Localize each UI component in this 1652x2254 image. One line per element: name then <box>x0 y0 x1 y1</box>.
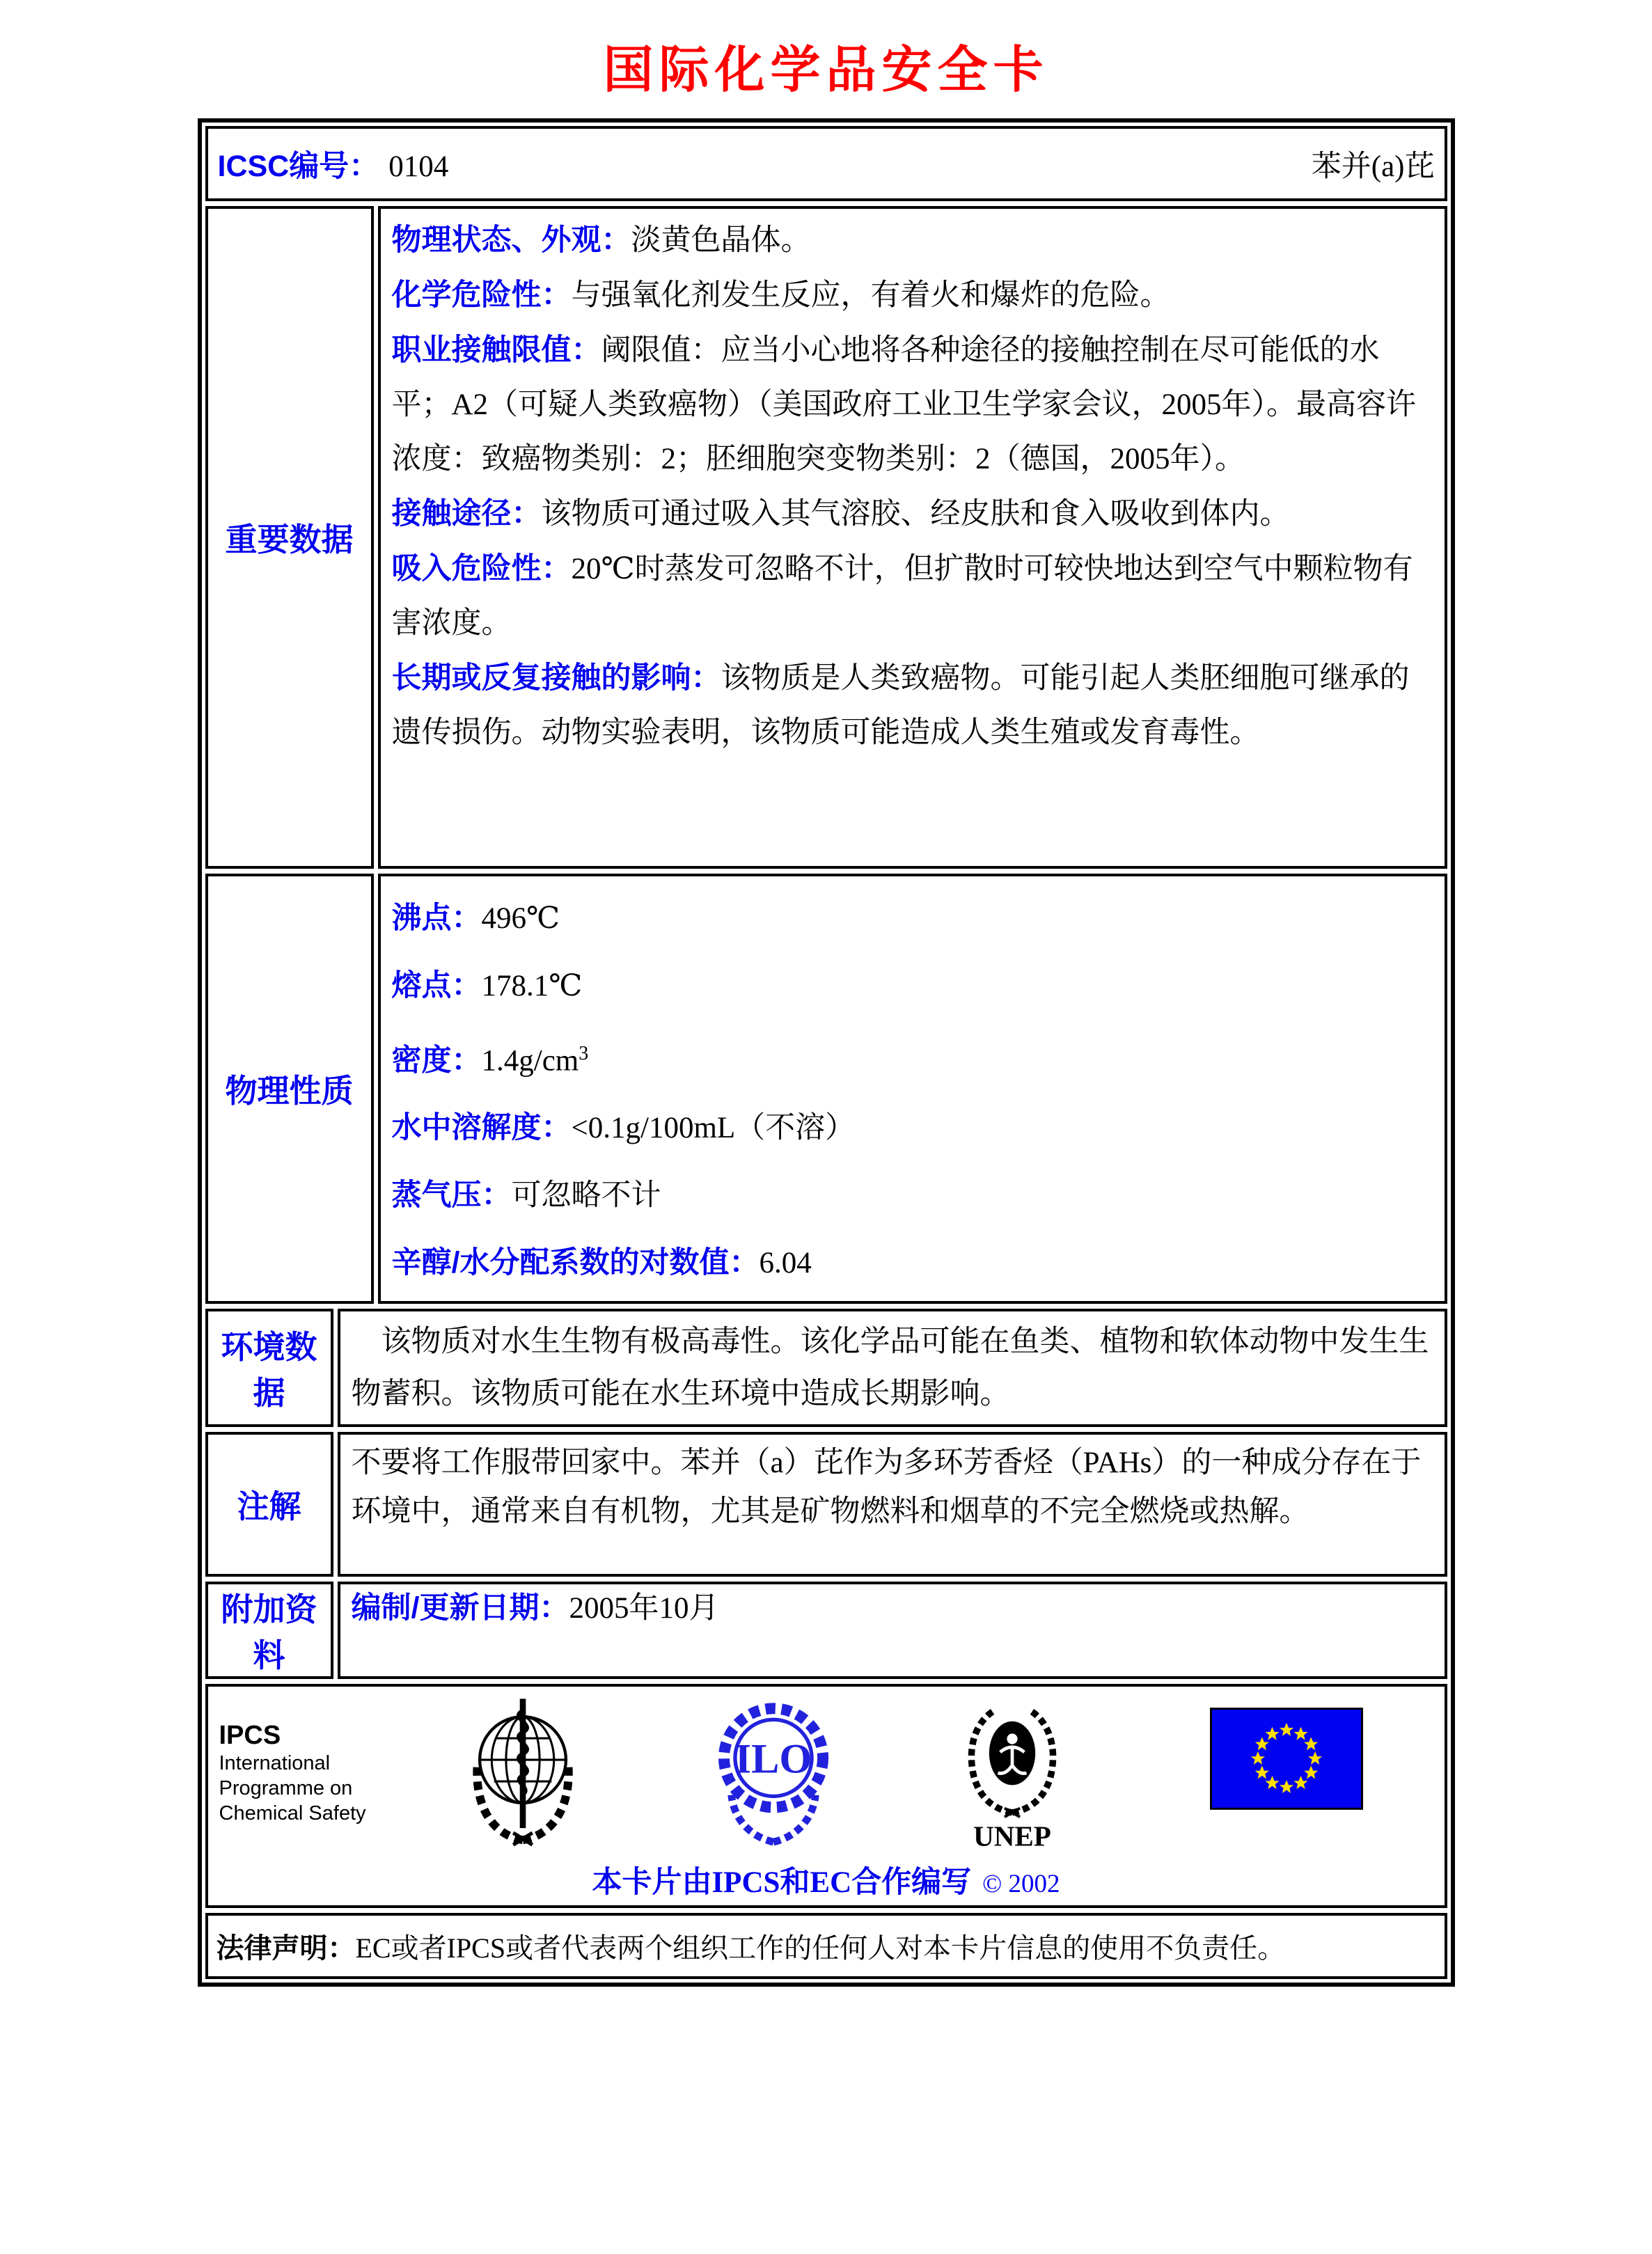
unep-logo-icon <box>957 1692 1067 1857</box>
content-line <box>392 1020 1433 1094</box>
field-label: 长期或反复接触的影响： <box>391 661 721 695</box>
content-line <box>392 213 1433 268</box>
header-row <box>205 126 1447 201</box>
unep-caption: UNEP <box>973 1820 1051 1852</box>
field-label: 沸点： <box>391 901 482 935</box>
header-cell <box>205 126 1447 201</box>
legal-label: 法律声明： <box>216 1933 356 1964</box>
section-row-physical <box>205 874 1447 1304</box>
field-label: 熔点： <box>391 969 482 1002</box>
legal-text: EC或者IPCS或者代表两个组织工作的任何人对本卡片信息的使用不负责任。 <box>355 1932 1286 1964</box>
legal-row <box>205 1913 1447 1979</box>
footer-row <box>205 1684 1447 1908</box>
field-value: 6.04 <box>759 1247 812 1280</box>
field-value: 178.1℃ <box>481 970 583 1002</box>
credit-text: 本卡片由IPCS和EC合作编写 <box>592 1866 972 1900</box>
field-label: 物理状态、外观： <box>391 223 631 257</box>
field-label: 吸入危险性： <box>391 552 572 585</box>
field-value: 不要将工作服带回家中。苯并（a）芘作为多环芳香烃（PAHs）的一种成分存在于环境中，通常来自有机物，尤其是矿物燃料和烟草的不完全燃烧或热解。 <box>351 1447 1422 1529</box>
field-value: 20℃时蒸发可忽略不计，但扩散时可较快地达到空气中颗粒物有害浓度。 <box>391 553 1413 640</box>
field-value: 与强氧化剂发生反应，有着火和爆炸的危险。 <box>571 279 1170 312</box>
superscript: 3 <box>579 1043 589 1064</box>
section-label-important: 重要数据 <box>205 206 374 869</box>
svg-text:ILO: ILO <box>734 1735 812 1783</box>
field-value: 阈限值：应当小心地将各种途径的接触控制在尽可能低的水平；A2（可疑人类致癌物）（美国政府工业卫生学家会议，2005年）。最高容许浓度：致癌物类别：2；胚细胞突变物类别：2（德国，2005年）。 <box>391 334 1417 475</box>
legal-cell <box>205 1913 1447 1979</box>
field-label: 接触途径： <box>391 497 542 530</box>
field-value: <0.1g/100mL（不溶） <box>571 1112 856 1145</box>
field-value: 1.4g/cm <box>481 1044 579 1078</box>
section-label-additional: 附加资料 <box>205 1582 333 1679</box>
copyright-text: © 2002 <box>982 1870 1060 1899</box>
section-label-notes: 注解 <box>205 1432 333 1577</box>
section-row-notes <box>205 1432 1447 1577</box>
field-label: 化学危险性： <box>391 278 572 312</box>
ilo-logo-icon <box>711 1694 835 1852</box>
section-label-environment: 环境数据 <box>205 1309 333 1427</box>
section-label-physical: 物理性质 <box>205 874 374 1304</box>
field-value: 496℃ <box>481 902 560 935</box>
field-value: 可忽略不计 <box>511 1179 661 1213</box>
ipcs-line-3: Chemical Safety <box>219 1802 366 1825</box>
field-label: 编制/更新日期： <box>351 1591 569 1625</box>
content-line <box>392 487 1433 542</box>
content-line <box>352 1439 1433 1536</box>
field-label: 辛醇/水分配系数的对数值： <box>391 1246 760 1280</box>
field-value: 该物质可通过吸入其气溶胶、经皮肤和食入吸收到体内。 <box>541 498 1290 530</box>
content-line <box>352 1589 1433 1628</box>
field-value: 该物质对水生生物有极高毒性。该化学品可能在鱼类、植物和软体动物中发生生物蓄积。该物质可能在水生环境中造成长期影响。 <box>351 1325 1429 1411</box>
field-label: 水中溶解度： <box>391 1111 572 1145</box>
eu-flag-icon <box>1210 1708 1363 1813</box>
section-content-notes <box>338 1432 1447 1577</box>
field-label: 蒸气压： <box>391 1179 512 1213</box>
section-row-additional <box>205 1582 1447 1679</box>
logo-strip <box>219 1692 1433 1857</box>
ipcs-line-2: Programme on <box>219 1777 353 1800</box>
field-value: 该物质是人类致癌物。可能引起人类胚细胞可继承的遗传损伤。动物实验表明，该物质可能造成人类生殖或发育毒性。 <box>391 662 1410 749</box>
content-line <box>392 323 1433 487</box>
icsc-number-group <box>218 143 449 185</box>
section-row-important <box>205 206 1447 869</box>
section-content-additional <box>338 1582 1447 1679</box>
icsc-number-value: 0104 <box>388 150 449 183</box>
section-content-environment <box>338 1309 1447 1427</box>
chemical-name: 苯并(a)芘 <box>1311 150 1435 183</box>
content-line <box>392 268 1433 323</box>
icsc-number-label: ICSC编号： <box>217 149 379 183</box>
content-line <box>392 1229 1433 1297</box>
field-label: 密度： <box>391 1043 482 1078</box>
content-line <box>392 885 1433 952</box>
field-value: 淡黄色晶体。 <box>631 224 811 257</box>
ipcs-line-1: International <box>219 1752 331 1775</box>
content-line <box>352 1316 1433 1420</box>
field-value: 2005年10月 <box>569 1592 719 1625</box>
section-content-important <box>378 206 1447 869</box>
who-logo-icon <box>463 1694 583 1856</box>
content-line <box>392 1162 1433 1229</box>
content-line <box>392 1094 1433 1162</box>
footer-cell <box>205 1684 1447 1908</box>
ipcs-text-block <box>219 1692 407 1826</box>
content-line <box>392 542 1433 651</box>
content-line <box>392 952 1433 1020</box>
field-label: 职业接触限值： <box>391 333 601 367</box>
ipcs-title: IPCS <box>219 1721 281 1751</box>
icsc-card <box>198 118 1455 1987</box>
section-content-physical <box>378 874 1447 1304</box>
credit-line <box>219 1859 1433 1901</box>
page-title: 国际化学品安全卡 <box>603 42 1049 98</box>
section-row-environment <box>205 1309 1447 1427</box>
content-line <box>392 651 1433 760</box>
